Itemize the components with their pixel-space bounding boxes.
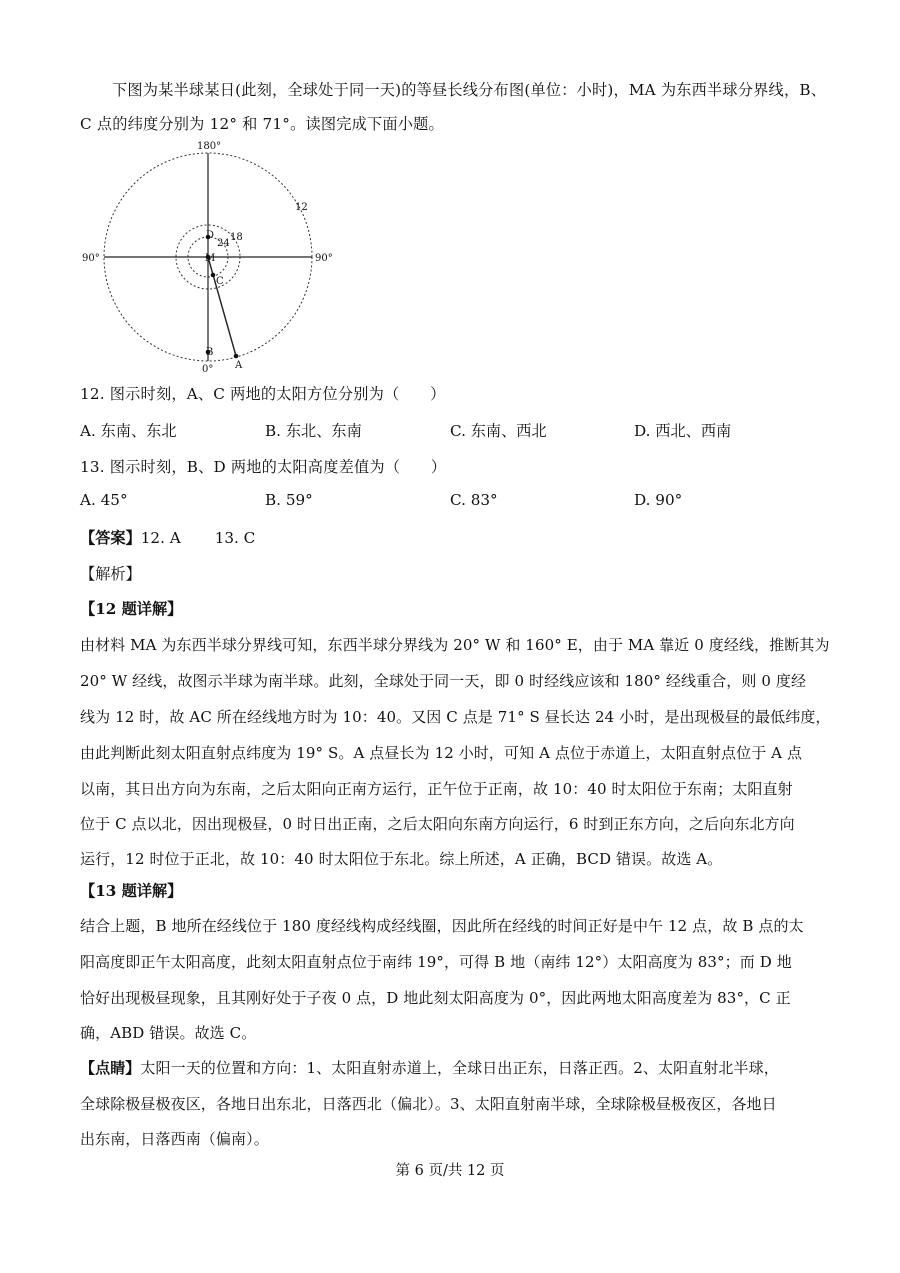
day-length-diagram: [75, 140, 345, 375]
q13-option-d: D. 90°: [634, 491, 683, 509]
label-contour-24: 24: [217, 238, 230, 249]
answer-12: 12. A: [140, 529, 181, 547]
label-contour-18: 18: [230, 232, 243, 243]
tip-line-3: 出东南，日落西南（偏南）。: [80, 1130, 269, 1148]
label-contour-12: 12: [295, 202, 308, 213]
q13-detail-line: 结合上题，B 地所在经线位于 180 度经线构成经线圈，因此所在经线的时间正好是中午 12 点，故 B 点的太: [80, 917, 804, 935]
q13-detail-title: 【13 题详解】: [80, 882, 183, 900]
tip-line-2: 全球除极昼极夜区，各地日出东北，日落西北（偏北）。3、太阳直射南半球，全球除极昼极夜区，各地日: [80, 1095, 777, 1113]
q12-detail-line: 位于 C 点以北，因出现极昼，0 时日出正南，之后太阳向东南方向运行，6 时到正东方向，之后向东北方向: [80, 815, 795, 833]
answer-label: 【答案】: [80, 529, 141, 547]
page-footer: 第 6 页/共 12 页: [395, 1163, 505, 1179]
label-c: C: [216, 276, 224, 287]
q13-detail-line: 阳高度即正午太阳高度，此刻太阳直射点位于南纬 19°，可得 B 地（南纬 12°）太阳高度为 83°；而 D 地: [80, 953, 792, 971]
q12-detail-line: 由此判断此刻太阳直射点纬度为 19° S。A 点昼长为 12 小时，可知 A 点位于赤道上，太阳直射点位于 A 点: [80, 744, 803, 762]
point-a-dot: [234, 354, 239, 359]
q12-stem: 12. 图示时刻，A、C 两地的太阳方位分别为（ ）: [80, 385, 446, 403]
tip-text-1: 太阳一天的位置和方向：1、太阳直射赤道上，全球日出正东，日落正西。2、太阳直射北半球，: [140, 1059, 779, 1077]
analysis-label: 【解析】: [80, 565, 141, 583]
q13-detail-line: 确，ABD 错误。故选 C。: [80, 1024, 257, 1042]
q12-detail-line: 20° W 经线，故图示半球为南半球。此刻，全球处于同一天，即 0 时经线应该和 180° 经线重合，则 0 度经: [80, 672, 807, 690]
q13-stem: 13. 图示时刻，B、D 两地的太阳高度差值为（ ）: [80, 458, 447, 476]
q12-detail-line: 以南，其日出方向为东南，之后太阳向正南方运行，正午位于正南，故 10：40 时太阳位于东南；太阳直射: [80, 780, 793, 798]
q13-option-c: C. 83°: [450, 491, 498, 509]
label-0: 0°: [202, 364, 214, 375]
q13-option-b: B. 59°: [265, 491, 313, 509]
q12-option-c: C. 东南、西北: [450, 422, 547, 440]
point-c-dot: [211, 273, 216, 278]
label-90-left: 90°: [82, 253, 100, 264]
q12-detail-line: 由材料 MA 为东西半球分界线可知，东西半球分界线为 20° W 和 160° E，由于 MA 靠近 0 度经线，推断其为: [80, 636, 830, 654]
q12-detail-title: 【12 题详解】: [80, 600, 183, 618]
q13-detail-line: 恰好出现极昼现象，且其刚好处于子夜 0 点，D 地此刻太阳高度为 0°，因此两地太阳高度差为 83°，C 正: [80, 989, 791, 1007]
line-ma: [208, 257, 236, 356]
label-d: D: [206, 230, 215, 241]
q13-option-a: A. 45°: [80, 491, 128, 509]
answer-row: [80, 527, 255, 548]
label-m: M: [205, 253, 216, 264]
tip-line-1: [80, 1057, 779, 1078]
label-180: 180°: [197, 141, 222, 152]
q12-detail-line: 运行，12 时位于正北，故 10：40 时太阳位于东北。综上所述，A 正确，BCD 错误。故选 A。: [80, 850, 723, 868]
q12-option-b: B. 东北、东南: [265, 422, 362, 440]
q12-option-a: A. 东南、东北: [80, 422, 177, 440]
label-a: A: [235, 360, 243, 371]
tip-title: 【点睛】: [80, 1059, 141, 1077]
q12-option-d: D. 西北、西南: [634, 422, 732, 440]
answer-13: 13. C: [214, 529, 256, 547]
q12-detail-line: 线为 12 时，故 AC 所在经线地方时为 10：40。又因 C 点是 71° S 昼长达 24 小时，是出现极昼的最低纬度，: [80, 708, 831, 726]
label-90-right: 90°: [315, 253, 333, 264]
label-b: B: [206, 347, 214, 358]
intro-line-1: 下图为某半球某日(此刻，全球处于同一天)的等昼长线分布图(单位：小时)，MA 为东西半球分界线，B、: [112, 81, 827, 99]
intro-line-2: C 点的纬度分别为 12° 和 71°。读图完成下面小题。: [80, 115, 444, 133]
